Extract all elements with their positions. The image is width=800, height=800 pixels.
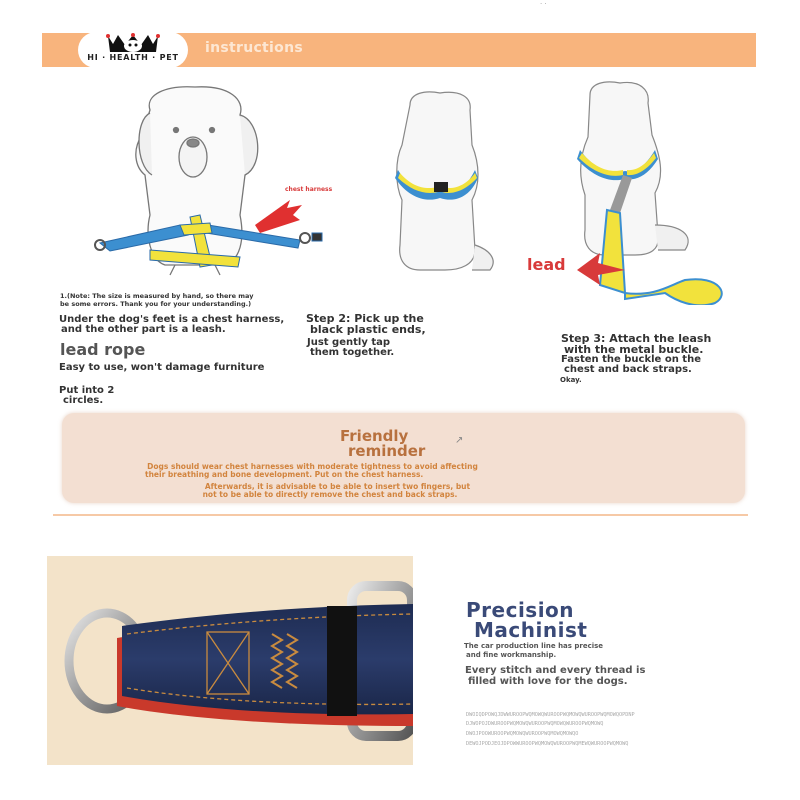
section-divider (53, 514, 748, 516)
lead-rope-desc: Easy to use, won't damage furniture (59, 362, 265, 373)
reminder-line: their breathing and bone development. Put on the chest harness. (145, 470, 424, 479)
lead-label: lead (527, 255, 566, 274)
reminder-line: Afterwards, it is advisable to be able to insert two fingers, but (204, 482, 471, 491)
denim-collar-image (47, 556, 413, 765)
precision-subtitle: The car production line has precise and fine workmanship. (464, 642, 604, 659)
precision-body: Every stitch and every thread is filled with love for the dogs. (465, 665, 646, 687)
step3-title: Step 3: Attach the leash with the metal buckle. (561, 332, 712, 356)
filler-text-line: DEWOJPODJEOJDPOWWUROOPWQMOWQWUROOPWQMEWQWUROOPWQMOWQ (466, 741, 629, 747)
brand-name: HI · HEALTH · PET (87, 53, 179, 62)
page-title: instructions (205, 40, 303, 56)
chest-harness-label: chest harness (285, 186, 333, 193)
size-note: 1.(Note: The size is measured by hand, so there may be some errors. Thank you for your understanding.) (60, 292, 254, 308)
put-into-text: Put into 2 circles. (59, 385, 115, 406)
filler-text-line: DJWOPOJDWUROOPWQMOWQWUROOPWQMOWQWUROOPWQMOWQ (466, 721, 604, 727)
reminder-line: not to be able to directly remove the chest and back straps. (202, 490, 458, 499)
reminder-line: Dogs should wear chest harnesses with moderate tightness to avoid affecting (147, 462, 478, 471)
precision-title: Precision (466, 598, 575, 622)
filler-text-line: DWOIQDPOWQJDWWUROOPWQMOWQWUROOPWQMOWQWUROOPWQMOWQOPDNP (466, 712, 635, 718)
step3-okay: Okay. (560, 376, 582, 384)
top-mark: · · (540, 0, 547, 8)
crown-dog-logo-icon (78, 32, 188, 68)
reminder-title: Friendly reminder (340, 427, 426, 460)
machinist-title: Machinist (474, 618, 588, 642)
harness-illustrations (80, 75, 740, 305)
step1-text: Under the dog's feet is a chest harness, and the other part is a leash. (59, 314, 285, 335)
arrow-icon (255, 200, 302, 233)
filler-text-line: DWOJPOOWUROOPWQMOWQWUROOPWQMOWQMOWQO (466, 731, 579, 737)
dog-illustration-step2 (397, 92, 493, 270)
pointer-icon: ↗ (455, 435, 464, 446)
step3-desc: Fasten the buckle on the chest and back straps. (561, 354, 701, 375)
collar-photo (47, 556, 413, 765)
lead-rope-heading: lead rope (60, 340, 146, 359)
step2-desc: Just gently tap them together. (307, 337, 395, 358)
brand-logo (78, 32, 188, 68)
step2-title: Step 2: Pick up the black plastic ends, (306, 312, 426, 336)
